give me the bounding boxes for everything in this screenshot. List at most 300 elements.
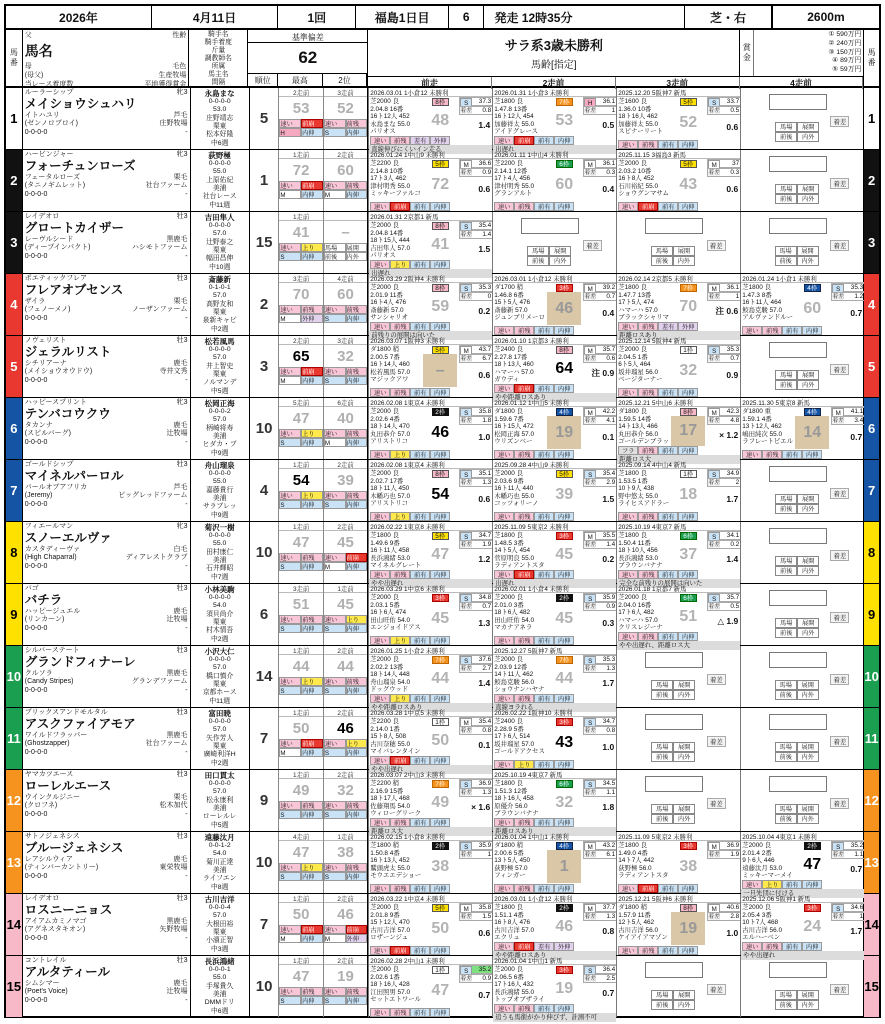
carried-weight: 57.0 [213, 416, 227, 424]
pace-tag: 前残 [638, 140, 658, 149]
pace-tag: 前残 [390, 1008, 410, 1017]
race-cell-4 [740, 150, 863, 211]
score-value: 46 [337, 905, 354, 923]
speed-index: 45 [555, 545, 574, 563]
race-tags [617, 883, 740, 893]
rank-cell: 10 [249, 832, 279, 893]
condition-grid [651, 990, 695, 1010]
pace-row [707, 531, 740, 540]
umaban-label-right: 馬番 [867, 48, 877, 68]
pace-tag: H [279, 128, 301, 137]
stable-region: 美浦 [212, 866, 227, 874]
winner-name: スピナーリート [618, 128, 663, 136]
jockey-load: ハマーハ 57.0 [618, 306, 658, 314]
margin-row [459, 416, 492, 425]
pace-tag: 内伸 [554, 570, 574, 579]
horse-name-cell [22, 646, 190, 707]
umaban-header-left [6, 30, 22, 86]
score-tags [279, 677, 322, 686]
pace-tag: 前有 [534, 384, 554, 393]
race-comment: やや出遅れ [369, 765, 492, 774]
pace-tag: 前残 [762, 942, 782, 951]
jockey-load: 斎藤新 57.0 [370, 306, 404, 314]
frame-badge: 5枠 [432, 904, 449, 912]
jockey-load: 古川吉洋 56.0 [618, 926, 658, 934]
margin-row [583, 974, 616, 983]
race-header-line: 2025.09.14 4中山4 新馬 [617, 460, 740, 469]
grid-label: 前後 [775, 504, 797, 514]
pace-tag: 速い [370, 694, 390, 703]
race-right [459, 717, 492, 756]
margin-label: 着差 [584, 108, 597, 114]
pace-tag: S [324, 810, 346, 819]
stable-region: 栗東 [212, 928, 227, 936]
winner-name: トップオブザライ [494, 996, 545, 1004]
speed-index: 38 [679, 857, 698, 875]
pace-tag: 速い [370, 202, 390, 211]
jockey-name: 長浜鴻緒 [204, 957, 235, 966]
pace-tag: 前有 [658, 946, 678, 955]
condition-grid [775, 618, 819, 638]
pace-row [583, 841, 616, 850]
race-mid [669, 345, 707, 387]
time-gate: 1.47.3 8番 [742, 291, 772, 299]
coat-color: 栗毛 [173, 793, 188, 801]
score-tags [324, 801, 367, 810]
pace-tag: 前残 [638, 570, 658, 579]
pace-tag: 上り [301, 863, 323, 872]
frame-badge: 8枠 [556, 346, 573, 354]
pace-tag: S [708, 594, 720, 603]
dam-name: ウインクルジニー [24, 793, 81, 801]
best-score-cell [278, 274, 322, 335]
score-value: 47 [292, 409, 310, 427]
horse-row-3 [6, 212, 879, 277]
race-stats [617, 903, 669, 945]
margin-row [707, 416, 740, 425]
race-tags [617, 201, 740, 211]
pace-tag: 上り [390, 260, 410, 269]
jockey-load: 吉田隼人 57.0 [370, 244, 410, 252]
sex-age: 牡3 [176, 585, 188, 592]
time-gate: 2.02.6 4番 [370, 415, 400, 423]
race-stats [369, 779, 421, 818]
best-score-cell [278, 460, 322, 521]
margin-label: 着差 [460, 232, 473, 238]
pace-tag: 内伸 [554, 1004, 574, 1013]
waku-number-right: 8 [863, 522, 879, 583]
prize-row: ② 240万円 [828, 39, 862, 47]
score-source-label: 1走前 [279, 460, 322, 469]
prize-earned: - [185, 810, 188, 818]
best-score-cell [278, 894, 322, 955]
race-cell-1 [368, 460, 492, 521]
margin-value: 1.3 [606, 665, 616, 672]
pace-tag: 速い [324, 925, 346, 934]
prize-earned: - [185, 934, 188, 942]
race-cell-2 [492, 956, 616, 1021]
field-popularity: 16ト15人 472 [494, 423, 534, 431]
margin-value: 1.3 [482, 479, 492, 486]
time-gate: 2.14.1 12番 [494, 167, 528, 175]
time-gate: 2.04.8 14番 [370, 229, 404, 237]
race-cell-1 [368, 956, 492, 1017]
pace-tag: 速い [494, 636, 514, 645]
surface-distance: 芝1800 稍 [370, 842, 399, 849]
time-gate: 1.36.0 10番 [618, 105, 652, 113]
last3f-value: 37.3 [478, 98, 492, 105]
rank-cell: 7 [249, 708, 279, 769]
score-tags [324, 243, 367, 252]
margin-row [707, 292, 740, 301]
winner-name: グランアルト [494, 190, 533, 198]
waku-number-left: 1 [6, 88, 22, 149]
empty-race-box [769, 466, 827, 482]
race-record: 0-0-0-0 [24, 810, 48, 818]
field-popularity: 18ト17人 468 [370, 795, 410, 803]
race-mid [545, 531, 583, 570]
race-cell-2 [492, 460, 616, 521]
index-diff-value: 注 0.9 [591, 368, 615, 379]
pace-tag: 前残 [301, 553, 323, 562]
margin-row [459, 788, 492, 797]
race-body [369, 97, 492, 136]
grid-label: 内外 [673, 1000, 695, 1010]
race-comment: やや距離ロスあり [369, 703, 492, 712]
score-source-label: 3走前 [324, 336, 367, 345]
pace-tag: 速い [279, 553, 301, 562]
score-tags [279, 748, 322, 757]
index-diff-value: 1.0 [478, 432, 491, 442]
race-tags [369, 945, 492, 955]
race-body [369, 965, 492, 1007]
jockey-cell [190, 708, 249, 769]
margin-row [831, 912, 864, 921]
coat-color: 鹿毛 [173, 421, 188, 429]
race-header-line: 2026.03.01 1小倉12 未勝利 [493, 894, 616, 903]
grid-label: 馬場 [775, 742, 797, 752]
margin-row [707, 478, 740, 487]
grid-label: 内外 [797, 814, 819, 824]
field-popularity: 16ト4人 476 [370, 299, 407, 307]
race-record: 0-0-0-0 [24, 624, 48, 632]
empty-race-box [769, 714, 827, 730]
margin-label: 着差 [708, 418, 721, 424]
score-tags [279, 305, 322, 314]
prize-earned: - [185, 624, 188, 632]
jockey-name: 松若風馬 [204, 337, 235, 346]
grid-label: 内外 [673, 256, 695, 266]
race-interval: 中9週 [210, 511, 229, 519]
pace-row [459, 97, 492, 106]
pace-tag: 内伸 [554, 636, 574, 645]
margin-label: 着差 [584, 728, 597, 734]
jockey-load: 鷲頭虎太 55.0 [370, 864, 410, 872]
pace-tag: 前有 [410, 818, 430, 827]
pace-tag: 内伸 [430, 636, 450, 645]
pace-tag: 内伸 [430, 260, 450, 269]
condition-grid [775, 184, 819, 204]
margin-label: 着差 [830, 798, 849, 809]
pace-tag: 上り [762, 880, 782, 889]
surface-distance: 芝2000 良 [494, 470, 523, 477]
race-header-line: 2026.01.04 1中山1 新馬 [493, 956, 616, 965]
score-tags [324, 128, 367, 137]
race-tags [493, 449, 616, 459]
frame-badge: 5枠 [432, 532, 449, 540]
pace-tag: 前残 [638, 322, 658, 331]
pace-tag: 内伸 [346, 872, 368, 881]
race-body [493, 283, 616, 325]
winner-name: ミッキーマーメイ [742, 872, 793, 880]
margin-value: 0.7 [482, 603, 492, 610]
race-header-line: 2025.12.21 5中山6 未勝利 [617, 398, 740, 407]
pace-tag: 内伸 [346, 686, 368, 695]
race-cell-4 [740, 336, 863, 397]
jockey-header-label: 斤量 [211, 47, 226, 55]
horse-row-8 [6, 522, 879, 587]
time-gate: 1.49.6 9番 [370, 539, 400, 547]
race-header-line: 2026.03.29 2阪神4 未勝利 [369, 274, 492, 283]
margin-label: 着差 [830, 736, 849, 747]
race-comment: 追うも馬銜がかり伸びず、計測不可 [493, 1013, 616, 1022]
pace-tag: 内伸 [346, 500, 368, 509]
pace-tag: 上り [390, 694, 410, 703]
margin-label: 着差 [460, 728, 473, 734]
pace-tag: 内伸 [301, 562, 323, 571]
past-races [367, 88, 863, 153]
jockey-cell [190, 584, 249, 645]
grid-label: 展開 [797, 494, 819, 504]
score-source-label: 1走前 [279, 522, 322, 531]
score-value: 44 [292, 657, 310, 675]
race-cell-4 [740, 894, 864, 959]
race-stats [493, 841, 545, 883]
empty-race-box [645, 218, 703, 234]
race-cell-1 [368, 646, 492, 711]
race-tags [369, 570, 492, 579]
pace-tag: 速い [742, 942, 762, 951]
race-comment: 距離ロス大 [617, 455, 740, 464]
speed-index: 52 [679, 113, 698, 131]
horse-name: スノーエルヴァ [24, 531, 112, 546]
race-interval: 中11週 [209, 697, 230, 705]
trainer-name: 辻野泰之 [206, 238, 234, 246]
pace-tag: 前残 [514, 694, 534, 703]
race-stats [493, 159, 545, 201]
index-diff-value [707, 859, 740, 883]
race-mid [421, 779, 459, 818]
pace-tag: 前崩 [514, 570, 534, 579]
race-body [617, 531, 740, 570]
race-tags [493, 883, 616, 893]
pace-tag: 前有 [658, 884, 678, 893]
race-tags [493, 325, 616, 335]
race-body [369, 779, 492, 818]
pace-tag: 速い [370, 636, 390, 645]
jockey-header-label: 所属 [211, 63, 226, 71]
race-mid [545, 965, 583, 1004]
sex-age: 牝3 [176, 523, 188, 530]
time-gate: 2.04.0 16番 [618, 601, 652, 609]
race-record: 0-0-0-0 [24, 438, 48, 446]
dam-name: ワイルドフラッパー [24, 731, 88, 739]
margin-value: 1.4 [482, 231, 492, 238]
horse-name-cell [22, 894, 190, 955]
margin-row [583, 106, 616, 115]
last3f-value: 36.9 [478, 780, 492, 787]
margin-label: 着差 [830, 364, 849, 375]
rank-cell: 14 [249, 646, 279, 707]
pace-tag: 外伸 [554, 942, 574, 951]
index-diff-value: 0.8 [602, 926, 615, 937]
jockey-load: 嶋田純次 55.0 [742, 430, 782, 438]
pace-tag: M [708, 842, 720, 851]
jockey-record: 0-0-0-1 [208, 966, 231, 974]
race-cell-3 [616, 584, 740, 649]
field-popularity: 18ト13人 460 [494, 361, 534, 369]
pace-tag: 速い [324, 987, 346, 996]
best-score-cell [278, 336, 322, 397]
surface-distance: 芝2200 稍 [370, 780, 399, 787]
condition-grid [651, 742, 695, 762]
jockey-load: 古川吉洋 57.0 [370, 926, 410, 934]
jockey-record: 0-0-0-0 [208, 160, 231, 168]
jockey-load: 丸田恭介 57.0 [370, 430, 410, 438]
score-tags [324, 872, 367, 881]
waku-number-left: 11 [6, 708, 22, 769]
pace-tag: S [584, 718, 596, 727]
margin-value: 0.9 [482, 975, 492, 982]
race-comment: やや距離ロスあり [493, 393, 616, 402]
waku-number-right: 1 [863, 88, 879, 149]
field-popularity: 12ト5人 462 [618, 919, 655, 927]
race-body [493, 779, 616, 818]
jockey-name: 遠藤汰月 [204, 833, 235, 842]
race-stats [369, 469, 421, 511]
waku-number-left: 9 [6, 584, 22, 645]
surface-distance: 芝2000 良 [370, 284, 399, 291]
horse-name: グランドフィナーレ [24, 655, 136, 670]
pace-tag: 前崩 [638, 884, 658, 893]
score-value: 46 [337, 719, 354, 737]
race-stats [369, 717, 421, 756]
jockey-name: 田口貫太 [204, 771, 235, 780]
jockey-record: 0-0-0-0 [208, 346, 231, 354]
index-diff-value: 1.5 [478, 244, 491, 255]
race-col-label: 4走前 [740, 77, 864, 89]
margin-row [459, 292, 492, 301]
trainer-name: 嘉藤貴行 [206, 486, 234, 494]
index-diff-value: 0.4 [602, 184, 615, 194]
pace-tag: M [584, 346, 596, 355]
dam-name: タカンナ [24, 421, 53, 429]
race-right [831, 903, 864, 942]
coat-color: 黒鹿毛 [166, 669, 188, 677]
pace-tag: 内伸 [554, 512, 574, 521]
margin-label: 着差 [708, 480, 721, 486]
frame-badge: 8枠 [432, 470, 449, 478]
grid-label: 内外 [797, 504, 819, 514]
pace-tag: 前崩 [346, 925, 368, 934]
pace-row [583, 655, 616, 664]
margin-value: 4.8 [730, 417, 740, 424]
jockey-load: 永島まな 55.0 [370, 120, 410, 128]
jockey-cell [190, 956, 249, 1017]
grid-label: 前後 [651, 752, 673, 762]
pace-tag: 内伸 [554, 818, 574, 827]
pace-tag: 上り [301, 429, 323, 438]
winner-name: ミッキーファルコ [370, 190, 421, 198]
pace-tag: 前残 [346, 491, 368, 500]
race-cell-4 [740, 460, 863, 521]
margin-label: 着差 [583, 240, 602, 251]
race-body [369, 593, 492, 635]
race-stats [369, 531, 421, 570]
pace-tag: 速い [742, 880, 762, 889]
pace-tag: S [324, 686, 346, 695]
grid-label: 展開 [549, 246, 571, 256]
surface-distance: ダ1700 稍 [494, 284, 523, 291]
margin-row [707, 602, 740, 611]
deviation-header [247, 30, 367, 86]
jockey-load: 原優介 56.0 [494, 802, 528, 810]
race-stats [493, 283, 545, 325]
score-value: 32 [337, 781, 354, 799]
winner-name: ラディアントスタ [618, 872, 669, 880]
race-tags [493, 384, 616, 393]
last3f-value: 35.1 [478, 470, 492, 477]
pace-tag: 前残 [390, 136, 410, 145]
pace-tag: 上り [390, 512, 410, 521]
surface-distance: 芝2000 良 [742, 842, 771, 849]
time-gate: 2.03.9 12番 [494, 663, 528, 671]
past-races [367, 584, 863, 649]
race-mid [793, 283, 831, 325]
trainer-name: 手塚貴久 [206, 982, 234, 990]
race-body [369, 469, 492, 511]
margin-value: 2.7 [482, 665, 492, 672]
frame-badge: 1枠 [432, 718, 449, 726]
margin-label: 着差 [460, 108, 473, 114]
frame-badge: 3枠 [556, 718, 573, 726]
race-right [707, 531, 740, 570]
pace-row [583, 779, 616, 788]
jockey-load: 菅原明良 55.0 [494, 554, 534, 562]
race-stats [617, 97, 669, 139]
pace-tag: 前残 [390, 570, 410, 579]
pace-tag: 速い [370, 136, 390, 145]
score-tags [279, 553, 322, 562]
carried-weight: 55.0 [213, 540, 227, 548]
speed-index: 39 [555, 485, 574, 503]
time-gate: 2.14.0 1番 [370, 725, 400, 733]
grid-label: 展開 [673, 990, 695, 1000]
pace-tag: S [460, 408, 472, 417]
winner-name: ケイアイアマゾン [618, 934, 668, 942]
pace-tag: S [460, 842, 472, 851]
score-value: 53 [292, 99, 310, 117]
margin-value: 1.9 [482, 541, 492, 548]
pace-tag: S [708, 346, 720, 355]
jockey-record: 0-0-0-0 [208, 718, 231, 726]
race-mid [545, 903, 583, 942]
pace-tag: 速い [324, 119, 346, 128]
index-diff-value: △ 1.9 [717, 615, 739, 626]
grid-label: 馬場 [527, 246, 549, 256]
winner-name: アルヴァンドルー [742, 314, 794, 322]
pace-tag: 内伸 [554, 202, 574, 211]
